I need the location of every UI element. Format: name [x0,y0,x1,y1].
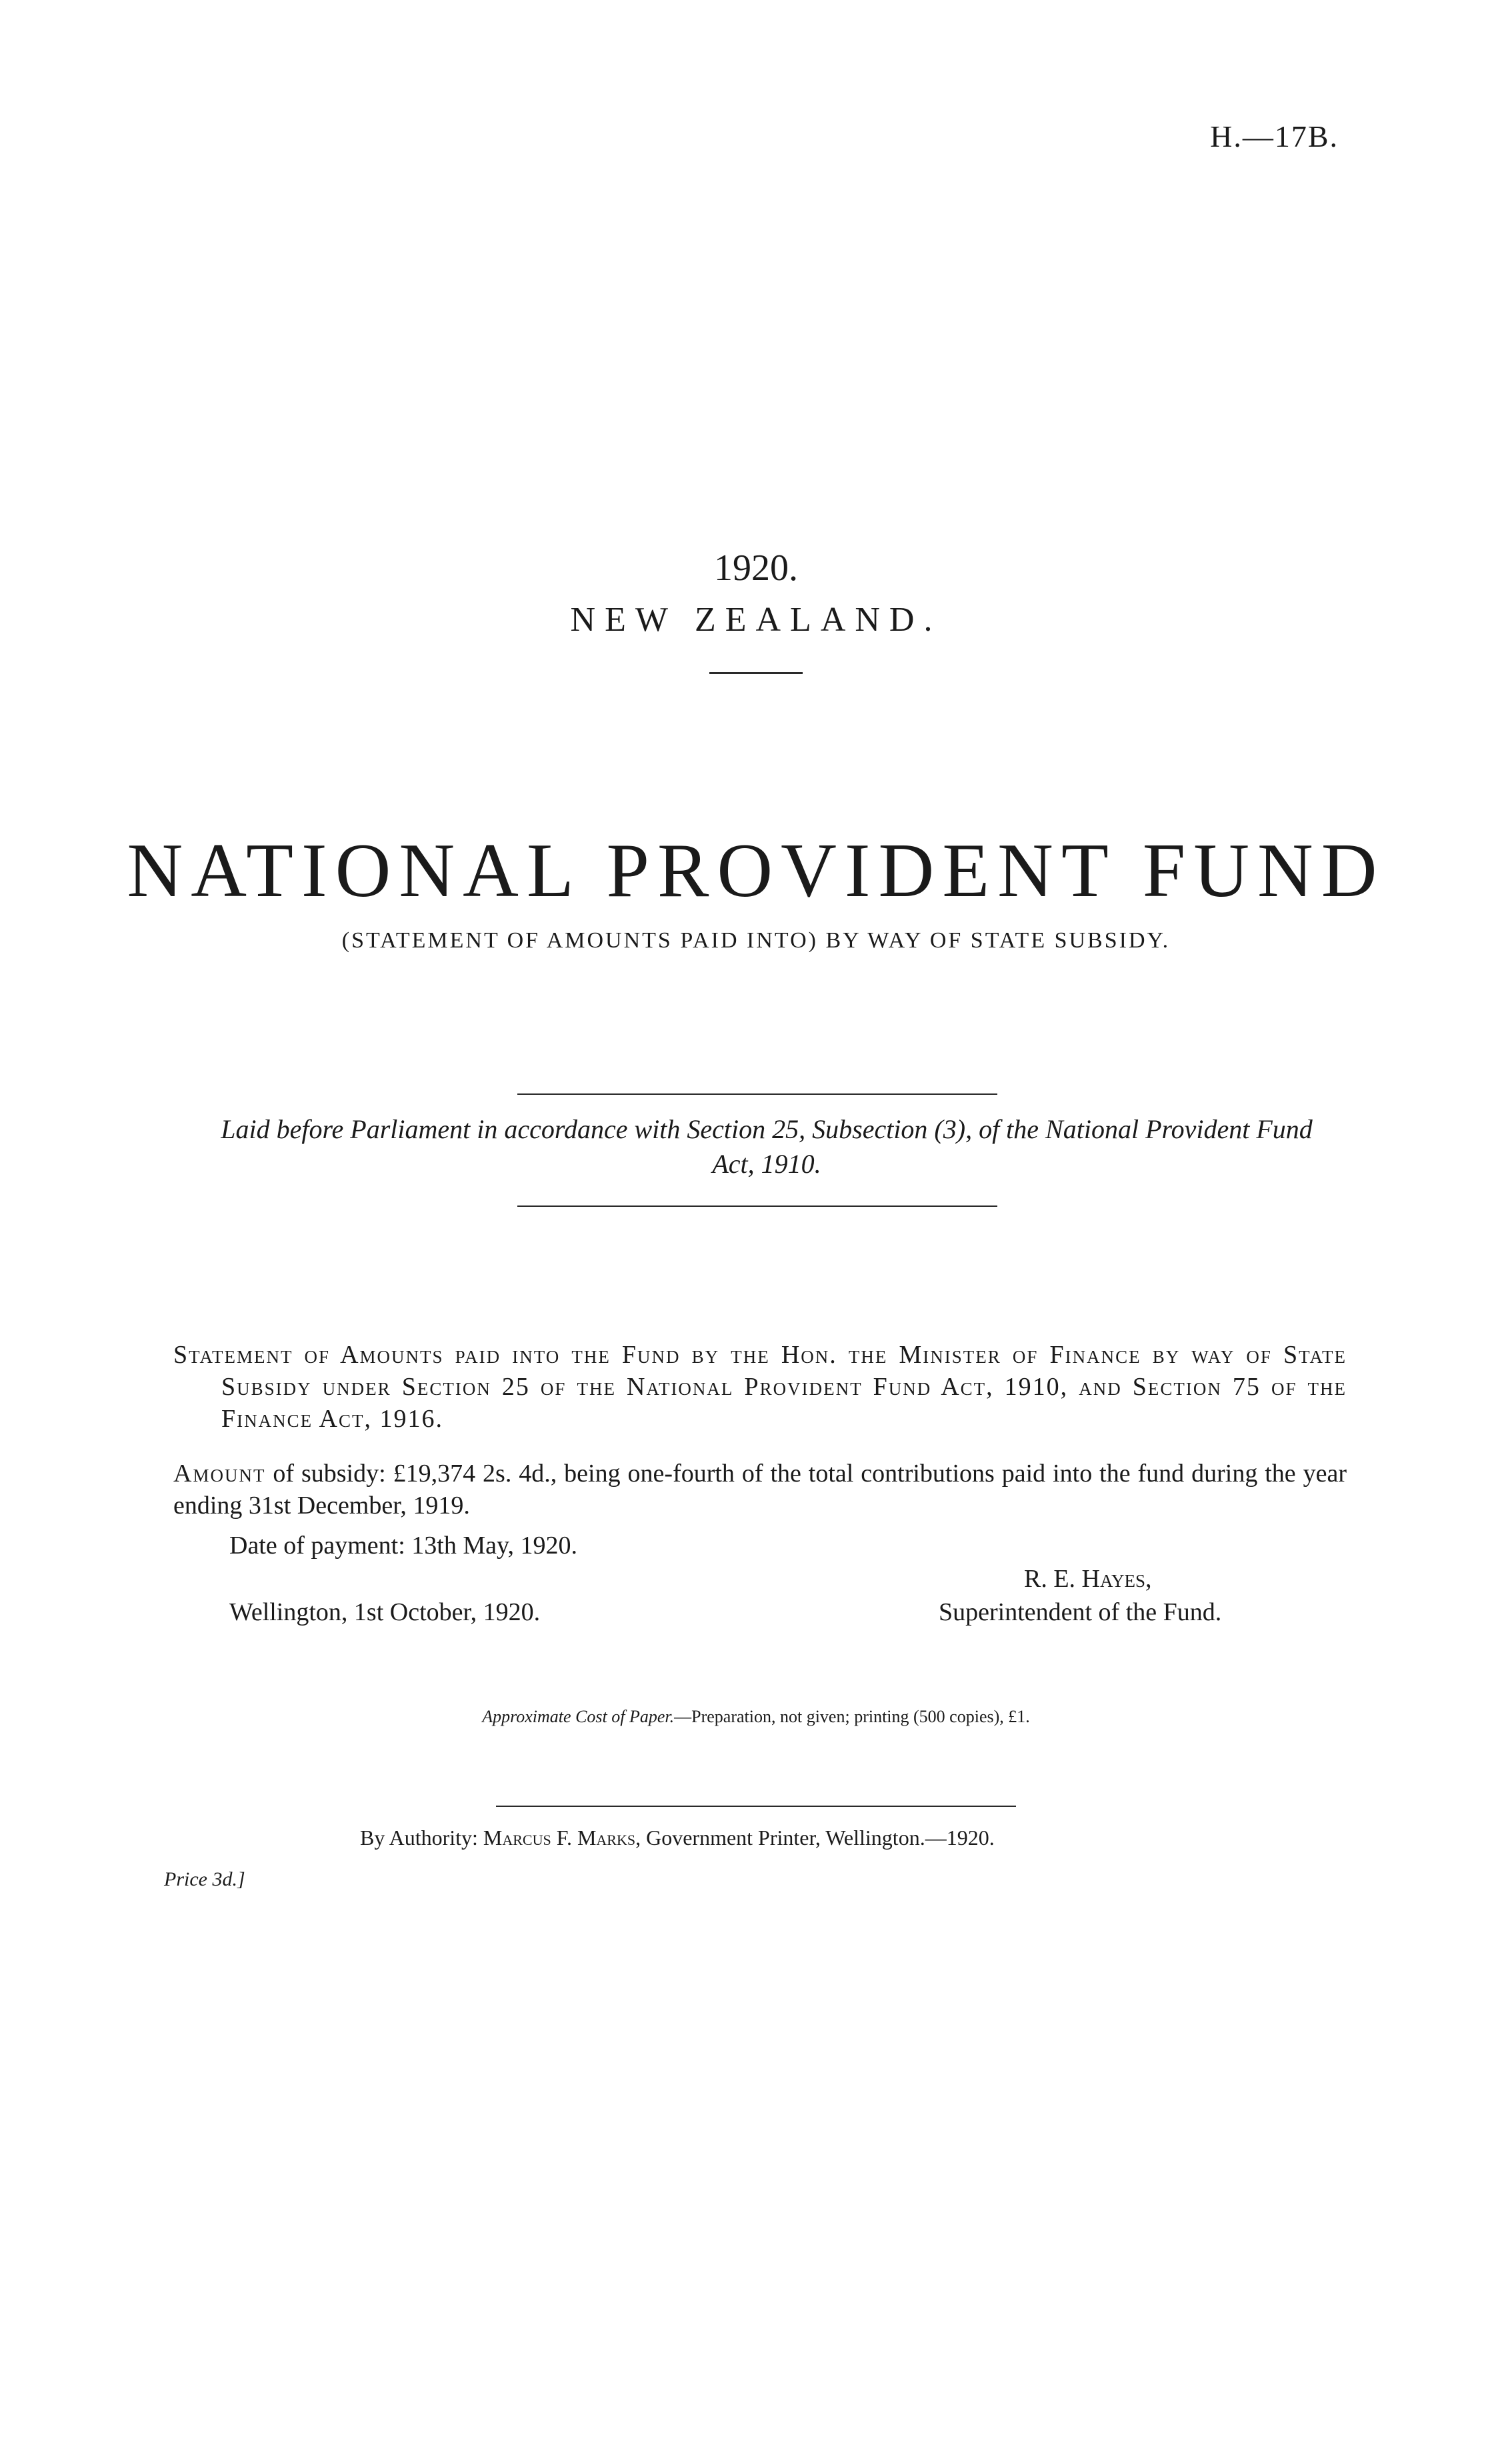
statement-paragraph [173,1339,1347,1435]
country-heading: NEW ZEALAND. [570,601,942,639]
signatory-name: R. E. Hayes, [1024,1565,1152,1593]
divider-footer [496,1806,1016,1807]
printing-cost-note [0,1707,1512,1727]
document-year: 1920. [714,547,798,589]
cost-text: —Preparation, not given; printing (500 copies), £1. [674,1707,1030,1726]
authority-suffix: , Government Printer, Wellington.—1920. [635,1826,995,1850]
price-note: Price 3d.] [164,1868,245,1890]
document-reference: H.—17B. [1210,119,1339,153]
statement-text: Statement of Amounts paid into the Fund by the Hon. the Minister of Finance by way of State Subsidy under Section 25 of the National Provident Fund Act, 1910, and Section 75 of the Finance Act, 1916. [173,1341,1347,1433]
cost-label: Approximate Cost of Paper. [482,1707,675,1726]
laid-before-parliament-note: Laid before Parliament in accordance with Section 25, Subsection (3), of the National Provident Fund Act, 1910. [221,1114,1313,1179]
divider-lower [517,1205,997,1207]
divider-upper [517,1093,997,1095]
divider-short [709,672,803,674]
amount-label: Amount [173,1460,266,1488]
page-title: NATIONAL PROVIDENT FUND [127,828,1385,913]
place-and-date: Wellington, 1st October, 1920. [229,1598,541,1626]
amount-paragraph [173,1458,1347,1522]
amount-text: of subsidy: £19,374 2s. 4d., being one-fourth of the total contributions paid into the fund during the year ending 31st December, 1919. [173,1460,1347,1520]
printer-name: Marcus F. Marks [483,1826,636,1850]
printer-authority [360,1826,995,1850]
authority-prefix: By Authority: [360,1826,483,1850]
page-subtitle: (STATEMENT OF AMOUNTS PAID INTO) BY WAY OF STATE SUBSIDY. [341,928,1171,953]
payment-date: Date of payment: 13th May, 1920. [229,1532,578,1560]
signatory-title: Superintendent of the Fund. [939,1598,1222,1626]
